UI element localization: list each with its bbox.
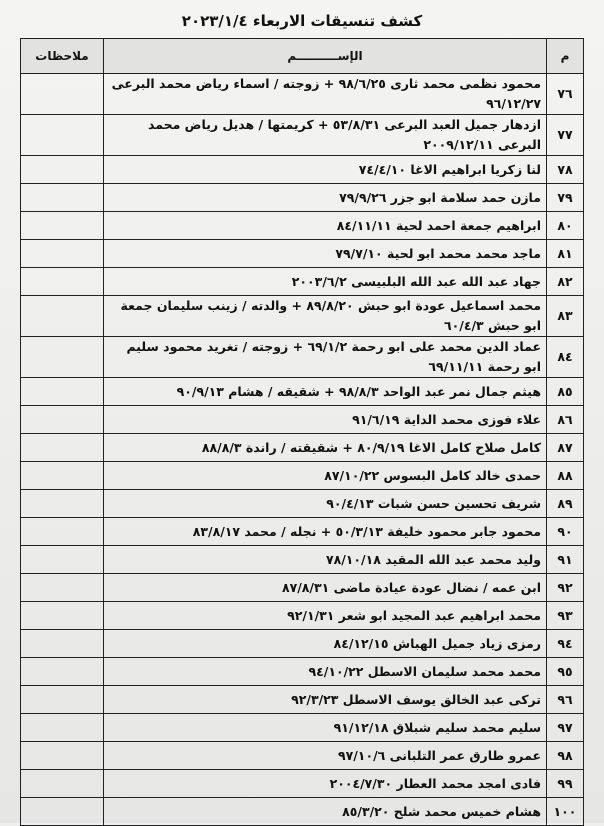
table-row: [21, 240, 584, 268]
row-notes: [21, 337, 104, 378]
row-number: ٩٣: [547, 602, 584, 630]
table-row: [21, 742, 584, 770]
row-number: ٧٧: [547, 115, 584, 156]
row-notes: [21, 462, 104, 490]
row-number: ٨١: [547, 240, 584, 268]
table-row: [21, 406, 584, 434]
row-number: ٨٩: [547, 490, 584, 518]
table-row: [21, 378, 584, 406]
row-notes: [21, 798, 104, 826]
document-title: كشف تنسيقات الاربعاء ٢٠٢٣/١/٤: [181, 12, 423, 30]
row-name: حمدى خالد كامل البسوس ٨٧/١٠/٢٢: [104, 462, 547, 490]
table-row: [21, 490, 584, 518]
row-notes: [21, 658, 104, 686]
row-notes: [21, 296, 104, 337]
table-row: [21, 296, 584, 337]
row-name: جهاد عبد الله عبد الله البلبيسى ٢٠٠٣/٦/٢: [104, 268, 547, 296]
row-notes: [21, 630, 104, 658]
row-number: ٨٢: [547, 268, 584, 296]
row-notes: [21, 115, 104, 156]
table-row: [21, 798, 584, 826]
row-name: علاء فوزى محمد الداية ٩١/٦/١٩: [104, 406, 547, 434]
row-name: سليم محمد سليم شبلاق ٩١/١٢/١٨: [104, 714, 547, 742]
table-row: [21, 518, 584, 546]
table-row: [21, 546, 584, 574]
table-row: [21, 184, 584, 212]
row-number: ٨٣: [547, 296, 584, 337]
table-body: [21, 74, 584, 826]
row-notes: [21, 268, 104, 296]
row-name: لنا زكريا ابراهيم الاغا ٧٤/٤/١٠: [104, 156, 547, 184]
table-header-row: [21, 39, 584, 74]
row-notes: [21, 714, 104, 742]
table-row: [21, 770, 584, 798]
row-notes: [21, 212, 104, 240]
row-name: محمود نظمى محمد ثارى ٩٨/٦/٢٥ + زوجته / اسماء رياض محمد البرعى ٩٦/١٢/٢٧: [104, 74, 547, 115]
row-number: ٧٨: [547, 156, 584, 184]
row-name: مازن حمد سلامة ابو جزر ٧٩/٩/٢٦: [104, 184, 547, 212]
row-number: ٨٦: [547, 406, 584, 434]
row-number: ٩٨: [547, 742, 584, 770]
row-number: ٩٢: [547, 574, 584, 602]
row-name: ماجد محمد محمد ابو لحية ٧٩/٧/١٠: [104, 240, 547, 268]
row-number: ٩٠: [547, 518, 584, 546]
table-row: [21, 337, 584, 378]
header-number: م: [547, 39, 584, 74]
row-name: ابن عمه / نضال عودة عيادة ماضى ٨٧/٨/٣١: [104, 574, 547, 602]
row-number: ١٠٠: [547, 798, 584, 826]
header-notes: ملاحظات: [21, 39, 104, 74]
row-number: ٨٥: [547, 378, 584, 406]
row-name: هشام خميس محمد شلح ٨٥/٣/٢٠: [104, 798, 547, 826]
row-number: ٨٤: [547, 337, 584, 378]
row-notes: [21, 602, 104, 630]
table-row: [21, 602, 584, 630]
table-row: [21, 74, 584, 115]
row-number: ٩٤: [547, 630, 584, 658]
table-row: [21, 714, 584, 742]
row-number: ٩١: [547, 546, 584, 574]
row-number: ٧٦: [547, 74, 584, 115]
row-notes: [21, 518, 104, 546]
row-name: هيثم جمال نمر عبد الواحد ٩٨/٨/٣ + شقيقه / هشام ٩٠/٩/١٣: [104, 378, 547, 406]
row-name: فادى امجد محمد العطار ٢٠٠٤/٧/٣٠: [104, 770, 547, 798]
row-notes: [21, 490, 104, 518]
row-number: ٨٨: [547, 462, 584, 490]
names-table: [20, 38, 584, 826]
table-row: [21, 115, 584, 156]
table-row: [21, 434, 584, 462]
row-name: محمد ابراهيم عبد المجيد ابو شعر ٩٢/١/٣١: [104, 602, 547, 630]
row-name: ازدهار جميل العبد البرعى ٥٣/٨/٣١ + كريمتها / هديل رياض محمد البرعى ٢٠٠٩/١٢/١١: [104, 115, 547, 156]
row-notes: [21, 184, 104, 212]
row-notes: [21, 742, 104, 770]
row-number: ٩٧: [547, 714, 584, 742]
row-number: ٨٧: [547, 434, 584, 462]
row-name: عمرو طارق عمر التلبانى ٩٧/١٠/٦: [104, 742, 547, 770]
table-row: [21, 574, 584, 602]
row-name: وليد محمد عبد الله المقيد ٧٨/١٠/١٨: [104, 546, 547, 574]
header-name: الإســــــــــم: [104, 39, 547, 74]
row-number: ٧٩: [547, 184, 584, 212]
row-notes: [21, 156, 104, 184]
row-number: ٩٦: [547, 686, 584, 714]
table-row: [21, 462, 584, 490]
row-notes: [21, 434, 104, 462]
table-row: [21, 686, 584, 714]
table-row: [21, 268, 584, 296]
row-notes: [21, 686, 104, 714]
row-notes: [21, 770, 104, 798]
table-row: [21, 212, 584, 240]
row-name: محمد اسماعيل عودة ابو حبش ٨٩/٨/٢٠ + والدته / زينب سليمان جمعة ابو حبش ٦٠/٤/٣: [104, 296, 547, 337]
row-name: ابراهيم جمعة احمد لحية ٨٤/١١/١١: [104, 212, 547, 240]
row-notes: [21, 240, 104, 268]
row-notes: [21, 74, 104, 115]
row-name: محمود جابر محمود خليفة ٥٠/٣/١٣ + نجله / محمد ٨٣/٨/١٧: [104, 518, 547, 546]
row-name: محمد محمد سليمان الاسطل ٩٤/١٠/٢٢: [104, 658, 547, 686]
row-number: ٩٩: [547, 770, 584, 798]
table-row: [21, 630, 584, 658]
row-notes: [21, 406, 104, 434]
row-notes: [21, 546, 104, 574]
table-row: [21, 658, 584, 686]
row-notes: [21, 574, 104, 602]
row-name: شريف تحسين حسن شبات ٩٠/٤/١٣: [104, 490, 547, 518]
row-notes: [21, 378, 104, 406]
table-row: [21, 156, 584, 184]
row-name: تركى عبد الخالق يوسف الاسطل ٩٢/٣/٢٣: [104, 686, 547, 714]
row-name: رمزى زياد جميل الهباش ٨٤/١٢/١٥: [104, 630, 547, 658]
row-number: ٩٥: [547, 658, 584, 686]
row-name: عماد الدين محمد على ابو رحمة ٦٩/١/٢ + زوجته / تغريد محمود سليم ابو رحمة ٦٩/١١/١١: [104, 337, 547, 378]
row-number: ٨٠: [547, 212, 584, 240]
row-name: كامل صلاح كامل الاغا ٨٠/٩/١٩ + شقيقته / راندة ٨٨/٨/٣: [104, 434, 547, 462]
